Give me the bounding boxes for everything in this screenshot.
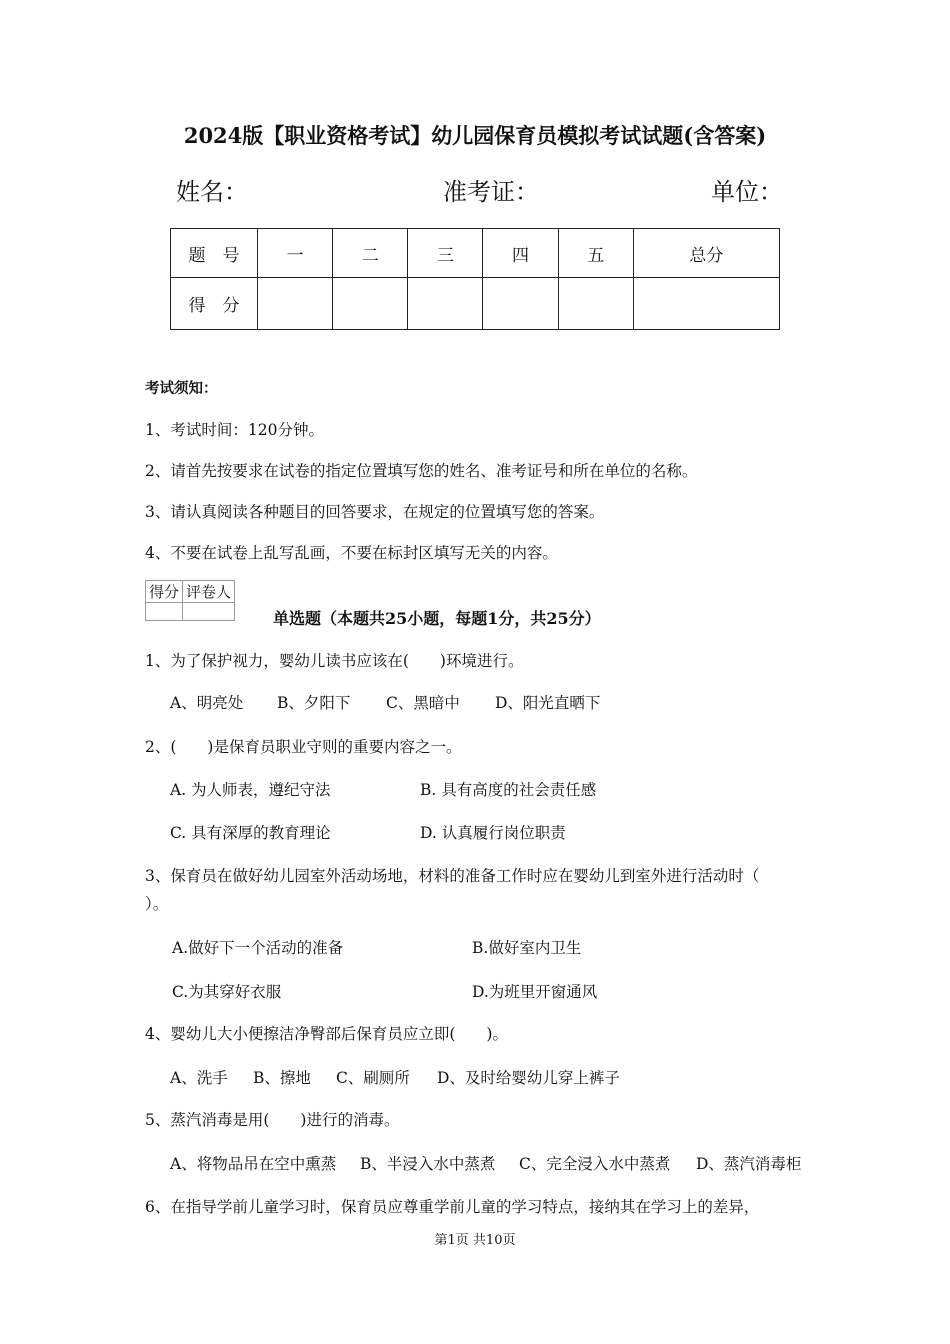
question-stem: 6、在指导学前儿童学习时，保育员应尊重学前儿童的学习特点，接纳其在学习上的差异， xyxy=(145,1198,760,1216)
question-stem: 1、为了保护视力，婴幼儿读书应该在( )环境进行。 xyxy=(145,652,524,670)
score-table-cell: 四 xyxy=(483,229,558,278)
question-option[interactable]: D、及时给婴幼儿穿上裤子 xyxy=(437,1069,620,1087)
question-option[interactable]: B、擦地 xyxy=(253,1069,311,1087)
unit-field-label: 单位： xyxy=(711,178,783,206)
score-table xyxy=(170,228,780,330)
notice-item: 3、请认真阅读各种题目的回答要求，在规定的位置填写您的答案。 xyxy=(145,503,605,521)
question-stem-continuation: ）。 xyxy=(145,895,169,913)
grader-name-label: 评卷人 xyxy=(183,581,235,603)
question-option[interactable]: A、将物品吊在空中熏蒸 xyxy=(170,1155,337,1173)
question-stem: 4、婴幼儿大小便擦洁净臀部后保育员应立即( )。 xyxy=(145,1025,508,1043)
notice-item: 1、考试时间：120分钟。 xyxy=(145,421,324,439)
question-option[interactable]: B、半浸入水中蒸煮 xyxy=(360,1155,496,1173)
score-table-cell: 三 xyxy=(408,229,483,278)
question-option[interactable]: C、刷厕所 xyxy=(336,1069,410,1087)
document-title: 2024版【职业资格考试】幼儿园保育员模拟考试试题(含答案) xyxy=(183,123,767,148)
question-stem: 2、( )是保育员职业守则的重要内容之一。 xyxy=(145,738,462,756)
question-option[interactable]: A、明亮处 xyxy=(170,694,244,712)
exam-id-field-label: 准考证： xyxy=(443,178,539,206)
question-option[interactable]: C. 具有深厚的教育理论 xyxy=(170,824,331,842)
question-stem: 3、保育员在做好幼儿园室外活动场地，材料的准备工作时应在婴幼儿到室外进行活动时（ xyxy=(145,867,760,885)
score-row-label: 得 分 xyxy=(171,278,258,330)
question-option[interactable]: D、阳光直晒下 xyxy=(495,694,601,712)
score-table-cell: 二 xyxy=(333,229,408,278)
score-entry-cell[interactable] xyxy=(258,278,333,330)
notice-heading: 考试须知： xyxy=(145,380,218,397)
score-entry-cell[interactable] xyxy=(333,278,408,330)
grader-box xyxy=(145,580,235,621)
notice-item: 2、请首先按要求在试卷的指定位置填写您的姓名、准考证号和所在单位的名称。 xyxy=(145,462,698,480)
question-option[interactable]: A、洗手 xyxy=(170,1069,228,1087)
question-option[interactable]: D.为班里开窗通风 xyxy=(472,983,598,1001)
grader-score-label: 得分 xyxy=(146,581,183,603)
question-option[interactable]: C、完全浸入水中蒸煮 xyxy=(519,1155,671,1173)
question-option[interactable]: A. 为人师表，遵纪守法 xyxy=(170,781,331,799)
grader-name-cell[interactable] xyxy=(183,603,235,621)
question-option[interactable]: A.做好下一个活动的准备 xyxy=(172,939,344,957)
score-table-score-row xyxy=(171,278,780,330)
score-table-cell: 总分 xyxy=(633,229,779,278)
question-option[interactable]: B.做好室内卫生 xyxy=(472,939,582,957)
question-option[interactable]: D. 认真履行岗位职责 xyxy=(420,824,566,842)
page-footer: 第1页 共10页 xyxy=(434,1233,516,1248)
notice-item: 4、不要在试卷上乱写乱画，不要在标封区填写无关的内容。 xyxy=(145,544,558,562)
section-title: 单选题（本题共25小题，每题1分，共25分） xyxy=(273,609,601,628)
question-stem: 5、蒸汽消毒是用( )进行的消毒。 xyxy=(145,1111,400,1129)
score-entry-cell[interactable] xyxy=(483,278,558,330)
question-option[interactable]: D、蒸汽消毒柜 xyxy=(696,1155,802,1173)
score-entry-cell[interactable] xyxy=(633,278,779,330)
score-entry-cell[interactable] xyxy=(558,278,633,330)
score-table-cell: 题 号 xyxy=(171,229,258,278)
grader-score-cell[interactable] xyxy=(146,603,183,621)
name-field-label: 姓名： xyxy=(176,178,248,206)
question-option[interactable]: B. 具有高度的社会责任感 xyxy=(420,781,597,799)
question-option[interactable]: C、黑暗中 xyxy=(386,694,460,712)
score-table-cell: 一 xyxy=(258,229,333,278)
question-option[interactable]: C.为其穿好衣服 xyxy=(172,983,282,1001)
score-table-header-row xyxy=(171,229,780,278)
question-option[interactable]: B、夕阳下 xyxy=(277,694,351,712)
score-entry-cell[interactable] xyxy=(408,278,483,330)
score-table-cell: 五 xyxy=(558,229,633,278)
